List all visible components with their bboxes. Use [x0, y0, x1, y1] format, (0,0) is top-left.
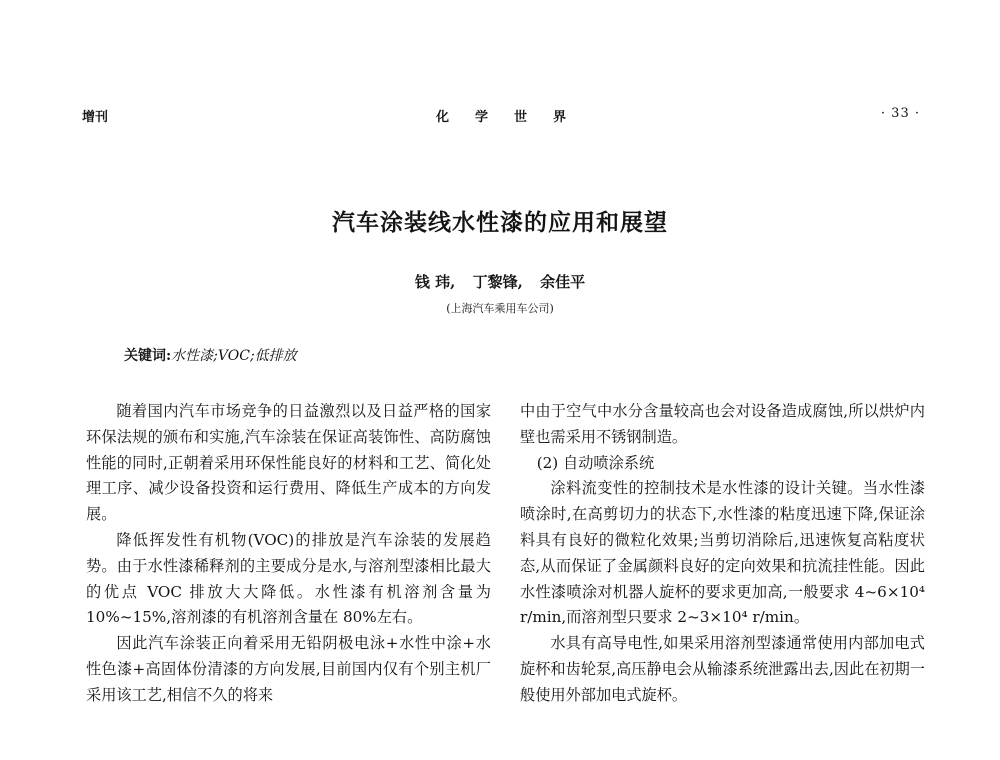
affiliation: (上海汽车乘用车公司) — [446, 302, 554, 315]
keywords-values: 水性漆;VOC;低排放 — [171, 348, 297, 364]
page-number: · 33 · — [880, 106, 920, 121]
author: 余佳平 — [540, 273, 586, 291]
left-column — [86, 399, 491, 709]
subsection-heading: (2) 自动喷涂系统 — [536, 453, 655, 472]
article-title: 汽车涂装线水性漆的应用和展望 — [332, 209, 668, 236]
keywords-label: 关键词: — [124, 348, 172, 364]
running-header — [82, 106, 920, 126]
right-column — [520, 399, 925, 709]
author: 丁黎锋, — [472, 273, 523, 291]
paragraph: 水具有高导电性,如果采用溶剂型漆通常使用内部加电式旋杯和齿轮泵,高压静电会从输漆系统泄露出去,因此在初期一般使用外部加电式旋杯。 — [520, 634, 925, 704]
keywords-line — [124, 345, 297, 365]
paragraph: 因此汽车涂装正向着采用无铅阴极电泳+水性中涂+水性色漆+高固体份清漆的方向发展,目前国内仅有个别主机厂采用该工艺,相信不久的将来 — [86, 634, 491, 704]
journal-issue-label: 增刊 — [82, 110, 109, 125]
paragraph: 中由于空气中水分含量较高也会对设备造成腐蚀,所以烘炉内壁也需采用不锈钢制造。 — [520, 402, 925, 446]
author: 钱 玮, — [414, 273, 456, 291]
paragraph: 降低挥发性有机物(VOC)的排放是汽车涂装的发展趋势。由于水性漆稀释剂的主要成分是水,与溶剂型漆相比最大的优点 VOC 排放大大降低。水性漆有机溶剂含量为 10%~15%,溶剂漆的有机溶剂含量在 80%左右。 — [86, 530, 491, 627]
paragraph: 涂料流变性的控制技术是水性漆的设计关键。当水性漆喷涂时,在高剪切力的状态下,水性漆的粘度迅速下降,保证涂料具有良好的微粒化效果;当剪切消除后,迅速恢复高粘度状态,从而保证了金属颜料良好的定向效果和抗流挂性能。因此水性漆喷涂对机器人旋杯的要求更加高,一般要求 4~6×10⁴ r/min,而溶剂型只要求 2~3×10⁴ r/min。 — [520, 479, 925, 627]
paragraph: 随着国内汽车市场竞争的日益激烈以及日益严格的国家环保法规的颁布和实施,汽车涂装在保证高装饰性、高防腐蚀性能的同时,正朝着采用环保性能良好的材料和工艺、简化处理工序、减少设备投资和运行费用、降低生产成本的方向发展。 — [86, 402, 491, 524]
journal-name: 化学世界 — [435, 110, 592, 125]
author-list — [0, 271, 1000, 292]
